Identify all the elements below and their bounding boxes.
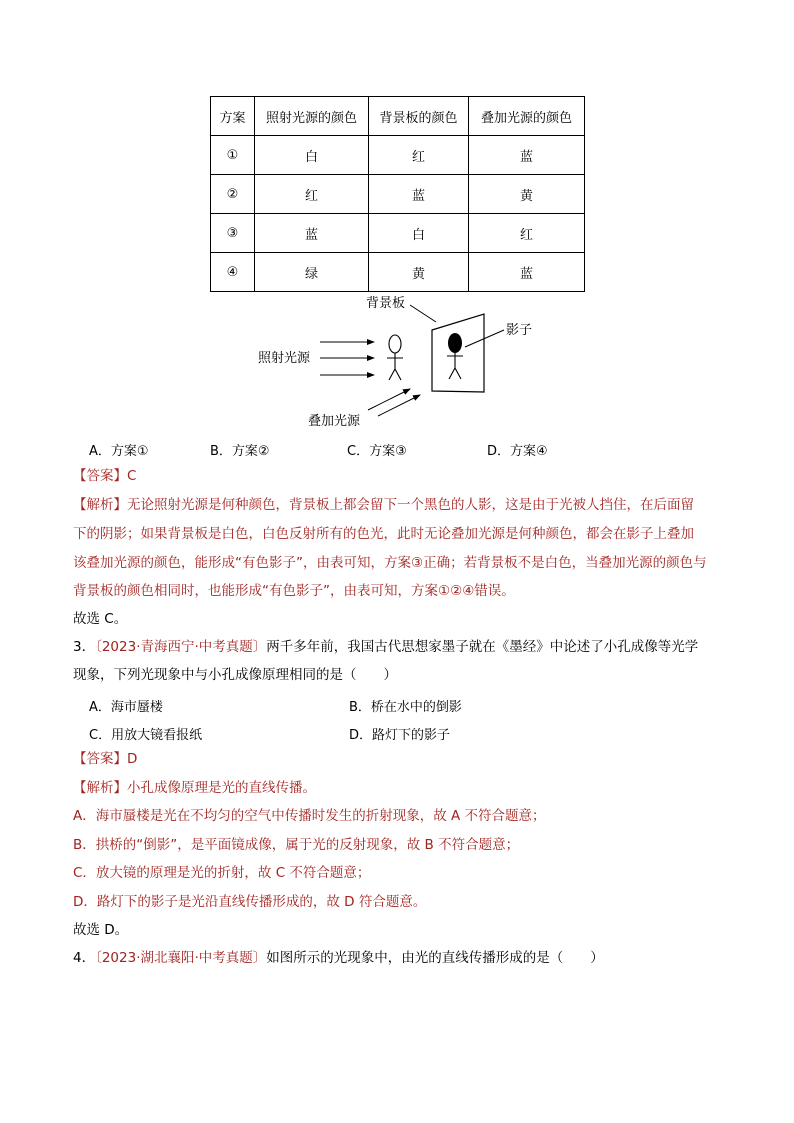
overlay-ray-arrow xyxy=(368,389,410,410)
table-header-cell: 方案 xyxy=(211,97,255,136)
q3-stem-text: 两千多年前，我国古代思想家墨子就在《墨经》中论述了小孔成像等光学 xyxy=(266,639,699,655)
q3-analysis-line: D．路灯下的影子是光沿直线传播形成的，故 D 符合题意。 xyxy=(73,894,427,910)
q2-option-c[interactable]: C．方案③ xyxy=(347,444,407,459)
q2-option-d[interactable]: D．方案④ xyxy=(487,444,548,459)
table-row xyxy=(211,214,585,253)
q2-option-a[interactable]: A．方案① xyxy=(89,444,149,459)
light-source-label: 照射光源 xyxy=(258,350,311,365)
q2-conclusion: 故选 C。 xyxy=(73,611,128,627)
q2-analysis-line: 下的阴影；如果背景板是白色，白色反射所有的色光，此时无论叠加光源是何种颜色，都会在影子上叠加 xyxy=(73,526,694,542)
q2-analysis-line: 背景板的颜色相同时，也能形成“有色影子”，由表可知，方案①②④错误。 xyxy=(73,583,515,599)
table-cell: 红 xyxy=(255,175,369,214)
background-board xyxy=(432,314,484,392)
table-cell: ③ xyxy=(211,214,255,253)
table-cell: ① xyxy=(211,136,255,175)
q3-stem xyxy=(73,633,733,662)
table-row xyxy=(211,136,585,175)
q3-conclusion: 故选 D。 xyxy=(73,922,129,938)
table-cell: ④ xyxy=(211,253,255,292)
table-row xyxy=(211,175,585,214)
table-cell: 黄 xyxy=(469,175,585,214)
q3-source: 〔2023·青海西宁·中考真题〕 xyxy=(95,639,267,655)
shadow-experiment-figure xyxy=(250,294,550,430)
overlay-source-label: 叠加光源 xyxy=(308,413,361,428)
overlay-ray-arrow xyxy=(378,395,420,416)
table-cell: 红 xyxy=(469,214,585,253)
table-cell: 蓝 xyxy=(369,175,469,214)
q3-option-c[interactable]: C．用放大镜看报纸 xyxy=(89,728,203,743)
table-row xyxy=(211,253,585,292)
table-header-row xyxy=(211,97,585,136)
q3-stem-line2: 现象，下列光现象中与小孔成像原理相同的是（ ） xyxy=(73,667,397,683)
q3-analysis-line: A．海市蜃楼是光在不均匀的空气中传播时发生的折射现象，故 A 不符合题意； xyxy=(73,808,546,824)
table-cell: 红 xyxy=(369,136,469,175)
q4-stem-text: 如图所示的光现象中，由光的直线传播形成的是（ ） xyxy=(266,950,604,966)
shadow-head xyxy=(448,333,462,353)
table-cell: 蓝 xyxy=(255,214,369,253)
q2-option-b[interactable]: B．方案② xyxy=(210,444,270,459)
person-head xyxy=(389,335,401,353)
shadow-body xyxy=(447,353,463,379)
table-cell: 白 xyxy=(255,136,369,175)
q3-option-d[interactable]: D．路灯下的影子 xyxy=(349,728,451,743)
scheme-table xyxy=(210,96,585,292)
q4-source: 〔2023·湖北襄阳·中考真题〕 xyxy=(95,950,267,966)
q2-analysis-line: 【解析】无论照射光源是何种颜色，背景板上都会留下一个黑色的人影，这是由于光被人挡住，在后面留 xyxy=(73,497,694,513)
table-cell: 蓝 xyxy=(469,136,585,175)
person-body xyxy=(387,353,403,380)
q3-answer: 【答案】D xyxy=(73,751,138,767)
table-header-cell: 背景板的颜色 xyxy=(369,97,469,136)
q3-option-a[interactable]: A．海市蜃楼 xyxy=(89,700,163,715)
q4-stem xyxy=(73,944,733,973)
table-header-cell: 叠加光源的颜色 xyxy=(469,97,585,136)
table-header-cell: 照射光源的颜色 xyxy=(255,97,369,136)
table-cell: 蓝 xyxy=(469,253,585,292)
table-cell: 白 xyxy=(369,214,469,253)
q4-number: 4． xyxy=(73,950,96,966)
q2-analysis-line: 该叠加光源的颜色，能形成“有色影子”，由表可知，方案③正确；若背景板不是白色，当叠加光源的颜色与 xyxy=(73,555,707,571)
bg-board-label: 背景板 xyxy=(366,295,406,310)
table-cell: 黄 xyxy=(369,253,469,292)
table-cell: ② xyxy=(211,175,255,214)
table-cell: 绿 xyxy=(255,253,369,292)
q2-answer: 【答案】C xyxy=(73,468,137,484)
q3-analysis-line: B．拱桥的“倒影”，是平面镜成像，属于光的反射现象，故 B 不符合题意； xyxy=(73,837,520,853)
q3-analysis-line: 【解析】小孔成像原理是光的直线传播。 xyxy=(73,780,316,796)
shadow-label: 影子 xyxy=(506,322,533,337)
q3-analysis-line: C．放大镜的原理是光的折射，故 C 不符合题意； xyxy=(73,865,371,881)
q3-number: 3． xyxy=(73,639,96,655)
q3-option-b[interactable]: B．桥在水中的倒影 xyxy=(349,700,462,715)
bg-board-leader-line xyxy=(410,305,436,322)
